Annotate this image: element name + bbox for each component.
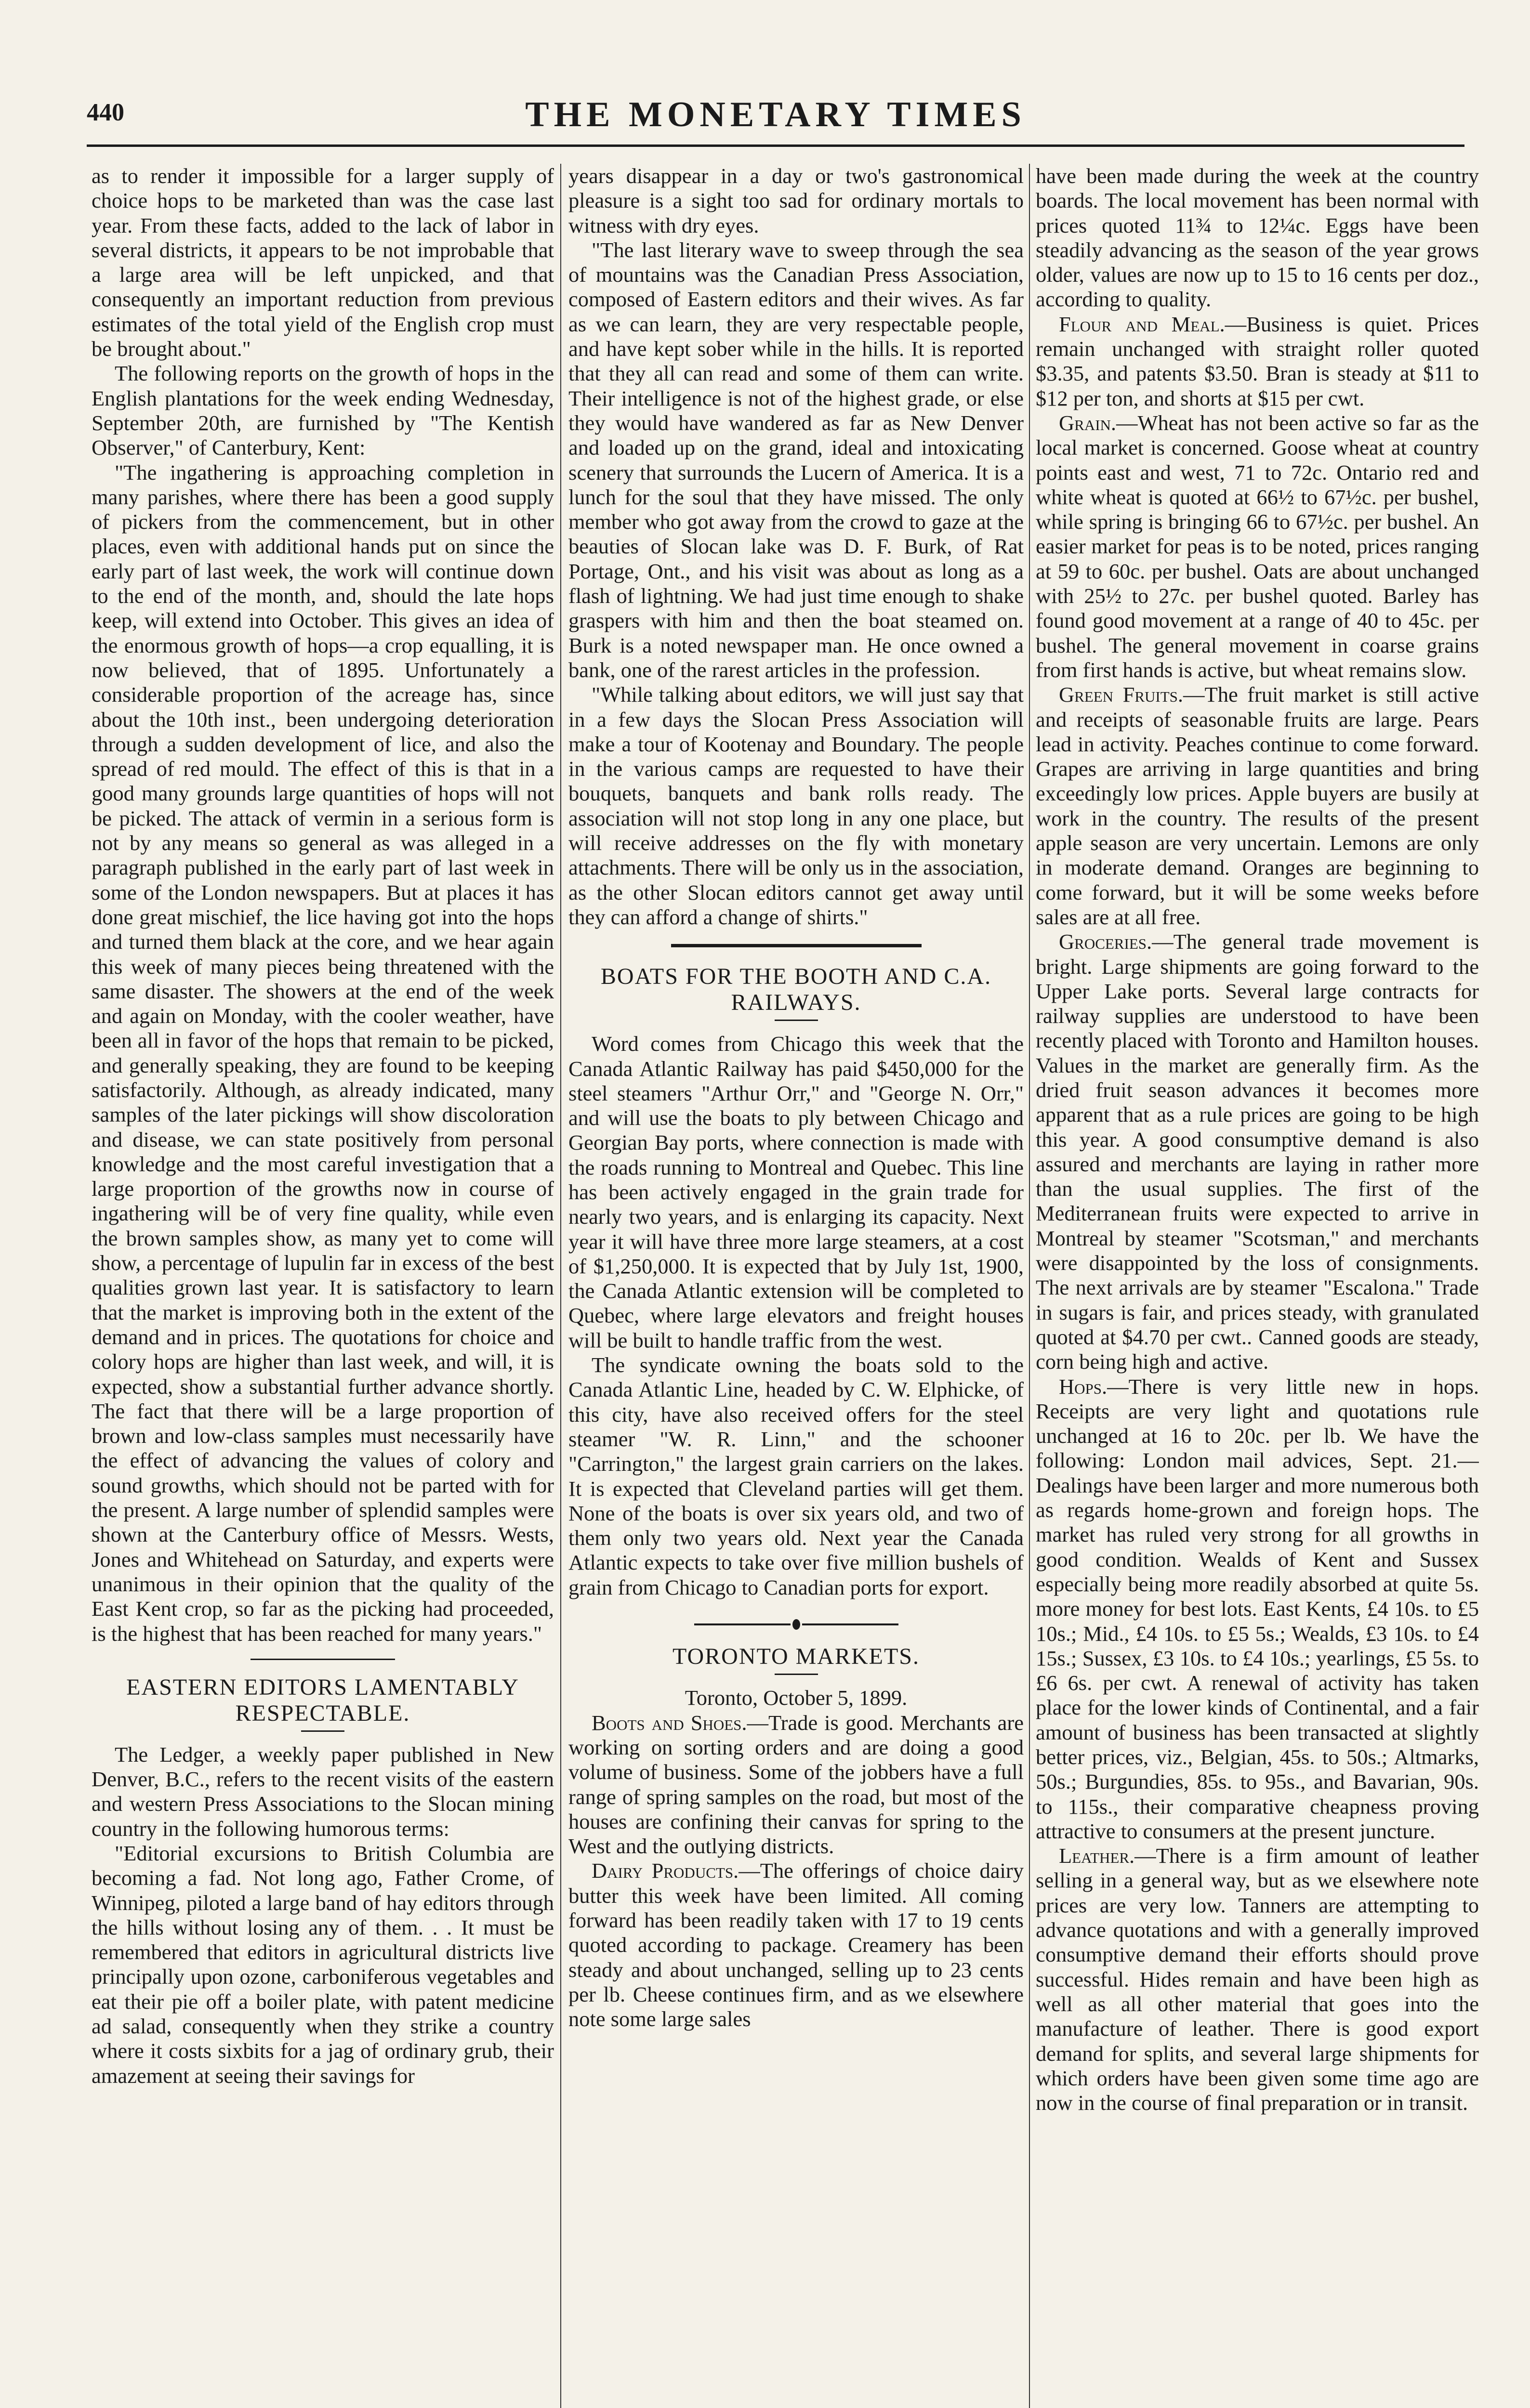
heading-rule (775, 1020, 818, 1021)
section-label: Dairy Products. (592, 1858, 739, 1883)
column-divider (560, 164, 561, 2408)
section-text: —Wheat has not been active so far as the local market is concerned. Goose wheat at country points east and west, 71 to 72c. Ontario red and white wheat is quoted at 66½ to 67½c. per bushel, while spring is bringing 66 to 67½c. per bushel. An easier market for peas is to be noted, prices ranging at 59 to 60c. per bushel. Oats are about unchanged with 25½ to 27c. per bushel quoted. Barley has found good movement at a range of 40 to 45c. per bushel. The general movement in coarse grains from first hands is active, but wheat remains slow. (1036, 410, 1479, 682)
section-rule (671, 944, 922, 947)
paragraph: "The ingathering is approaching completion in many parishes, where there has been a good supply of pickers from the commencement, but in other places, even with additional hands put on since the early part of last week, the work will continue down to the end of the month, and, should the late hops keep, will extend into October. This gives an idea of the enormous growth of hops—a crop equalling, it is now believed, that of 1895. Unfortunately a considerable proportion of the acreage has, since about the 10th inst., been undergoing deterioration through a sudden development of lice, and also the spread of red mould. The effect of this is that in a good many grounds large quantities of hops will not be picked. The attack of vermin in a serious form is not by any means so general as was alleged in a paragraph published in the early part of last week in some of the London newspapers. But at places it has done great mischief, the lice having got into the hops and turned them black at the core, and we hear again this week of many pieces being threatened with the same disaster. The showers at the end of the week and again on Monday, with the cooler weather, have been all in favor of the hops that remain to be picked, and generally speaking, they are found to be keeping satisfactorily. Although, as already indicated, many samples of the later pickings will show discoloration and disease, we can state positively from personal knowledge and the most careful investigation that a large proportion of the growths now in course of ingathering will be of very fine quality, while even the brown samples show, as many yet to come will show, a percentage of lupulin far in excess of the best qualities grown last year. It is satisfactory to learn that the market is improving both in the extent of the demand and in prices. The quotations for choice and colory hops are higher than last week, and will, it is expected, show a substantial further advance shortly. The fact that there will be a large proportion of brown and low-class samples must necessarily have the effect of advancing the values of colory and sound growths, which should not be parted with for the present. A large number of splendid samples were shown at the Canterbury office of Messrs. Wests, Jones and Whitehead on Saturday, and experts were unanimous in their opinion that the quality of the East Kent crop, so far as the picking had proceeded, is the highest that has been reached for many years." (92, 460, 554, 1646)
column-1 (92, 164, 554, 2408)
paragraph: "The last literary wave to sweep through the sea of mountains was the Canadian Press Association, composed of Eastern editors and their wives. As far as we can learn, they are very respectable people, and have kept sober while in the hills. It is reported that they all can read and some of them can write. Their intelligence is not of the highest grade, or else they would have wandered as far as New Denver and loaded up on the grand, ideal and intoxicating scenery that surrounds the Lucern of America. It is a lunch for the soul that they have missed. The only member who got away from the crowd to gaze at the beauties of Slocan lake was D. F. Burk, of Rat Portage, Ont., and his visit was about as long as a flash of lightning. We had just time enough to shake graspers with him and then the boat steamed on. Burk is a noted newspaper man. He once owned a bank, one of the rarest articles in the profession. (568, 237, 1024, 682)
paragraph: as to render it impossible for a larger supply of choice hops to be marketed than was the case last year. From these facts, added to the lack of labor in several districts, it appears to be not improbable that a large area will be left unpicked, and that consequently an important reduction from previous estimates of the total yield of the English crop must be brought about." (92, 164, 554, 361)
page-header (87, 94, 1464, 138)
section-label: Grain. (1059, 410, 1117, 435)
masthead: THE MONETARY TIMES (525, 95, 1026, 134)
paragraph: have been made during the week at the country boards. The local movement has been normal with prices quoted 11¾ to 12¼c. Eggs have been steadily advancing as the season of the year grows older, values are now up to 15 to 16 cents per doz., according to quality. (1036, 164, 1479, 312)
dateline: Toronto, October 5, 1899. (685, 1686, 908, 1710)
section-text: —Business is quiet. Prices remain unchanged with straight roller quoted $3.35, and patents $3.50. Bran is steady at $11 to $12 per ton, and shorts at $15 per cwt. (1036, 312, 1479, 410)
section-label: Green Fruits. (1059, 682, 1184, 707)
section-label: Groceries. (1059, 929, 1152, 954)
section-label: Leather. (1059, 1844, 1135, 1868)
market-section (1036, 312, 1479, 411)
column-divider (1029, 164, 1030, 2408)
section-text: —There is very little new in hops. Receipts are very light and quotations rule unchanged at 16 to 20c. per lb. We have the following: London mail advices, Sept. 21.—Dealings have been larger and more numerous both as regards home-grown and foreign hops. The market has ruled very strong for all growths in good condition. Wealds of Kent and Sussex especially being more readily absorbed at quite 5s. more money for best lots. East Kents, £4 10s. to £5 10s.; Mid., £4 10s. to £5 5s.; Wealds, £3 10s. to £4 15s.; Sussex, £3 10s. to £4 10s.; yearlings, £5 5s. to £6 6s. per cwt. A renewal of activity has taken place for the lower kinds of Continental, and a fair amount of business has been transacted at slightly better prices, viz., Belgian, 45s. to 50s.; Altmarks, 50s.; Burgundies, 85s. to 95s., and Bavarian, 90s. to 115s., their comparative cheapness proving attractive to consumers at the present juncture. (1036, 1374, 1479, 1843)
section-text: —The fruit market is still active and receipts of seasonable fruits are large. Pears lead in activity. Peaches continue to come forward. Grapes are arriving in large quantities and bring exceedingly low prices. Apple buyers are busily at work in the country. The results of the present apple season are very uncertain. Lemons are only in moderate demand. Oranges are beginning to come forward, but it will be some weeks before sales are at all free. (1036, 682, 1479, 929)
article-heading: TORONTO MARKETS. (673, 1644, 920, 1670)
page-number: 440 (87, 99, 124, 126)
section-rule (251, 1659, 395, 1660)
ornament-divider (568, 1610, 1024, 1635)
heading-rule (775, 1674, 818, 1675)
article-heading: BOATS FOR THE BOOTH AND C.A. RAILWAYS. (600, 964, 992, 1016)
section-label: Boots and Shoes. (592, 1710, 747, 1735)
section-text: —The offerings of choice dairy butter this week have been limited. All coming forward has been readily taken with 17 to 19 cents quoted according to package. Creamery has been steady and about unchanged, selling up to 23 cents per lb. Cheese continues firm, and as we elsewhere note some large sales (568, 1858, 1024, 2031)
paragraph: years disappear in a day or two's gastronomical pleasure is a sight too sad for ordinary mortals to witness with dry eyes. (568, 164, 1024, 237)
paragraph: "While talking about editors, we will just say that in a few days the Slocan Press Association will make a tour of Kootenay and Boundary. The people in the various camps are requested to have their bouquets, banquets and bank rolls ready. The association will not stop long in any one place, but will receive addresses on the fly with monetary attachments. There will be only us in the association, as the other Slocan editors cannot get away until they can afford a change of shirts." (568, 682, 1024, 929)
section-text: —The general trade movement is bright. Large shipments are going forward to the Upper Lake ports. Several large contracts for railway supplies are understood to have been recently placed with Toronto and Hamilton houses. Values in the market are generally firm. As the dried fruit season advances it becomes more apparent that as a rule prices are going to be high this year. A good consumptive demand is also assured and merchants are laying in rather more than the usual supplies. The first of the Mediterranean fruits were expected to arrive in Montreal by steamer "Scotsman," and merchants were disappointed by the loss of consignments. The next arrivals are by steamer "Escalona." Trade in sugars is fair, and prices steady, with granulated quoted at $4.70 per cwt.. Canned goods are steady, corn being high and active. (1036, 929, 1479, 1374)
market-section (568, 1858, 1024, 2031)
article-heading: EASTERN EDITORS LAMENTABLY RESPECTABLE. (126, 1674, 519, 1726)
market-section (1036, 929, 1479, 1374)
paragraph: "Editorial excursions to British Columbia are becoming a fad. Not long ago, Father Crome, of Winnipeg, piloted a large band of hay editors through the hills without losing any of them. . . It must be remembered that editors in agricultural districts live principally upon ozone, carboniferous vegetables and eat their pie off a boiler plate, with patent medicine ad salad, consequently when they strike a country where it costs sixbits for a jag of ordinary grub, their amazement at seeing their savings for (92, 1841, 554, 2088)
market-section (568, 1711, 1024, 1859)
paragraph: Word comes from Chicago this week that the Canada Atlantic Railway has paid $450,000 for the steel steamers "Arthur Orr," and "George N. Orr," and will use the boats to ply between Chicago and Georgian Bay ports, where connection is made with the roads running to Montreal and Quebec. This line has been actively engaged in the grain trade for nearly two years, and is enlarging its capacity. Next year it will have three more large steamers, at a cost of $1,250,000. It is expected that by July 1st, 1900, the Canada Atlantic extension will be completed to Quebec, where large elevators and freight houses will be built to handle traffic from the west. (568, 1032, 1024, 1352)
column-3 (1036, 164, 1479, 2408)
paragraph: The following reports on the growth of hops in the English plantations for the week ending Wednesday, September 20th, are furnished by "The Kentish Observer," of Canterbury, Kent: (92, 361, 554, 460)
market-section (1036, 1374, 1479, 1844)
section-label: Flour and Meal. (1059, 312, 1225, 336)
section-label: Hops. (1059, 1374, 1108, 1399)
paragraph: The Ledger, a weekly paper published in New Denver, B.C., refers to the recent visits of the eastern and western Press Associations to the Slocan mining country in the following humorous terms: (92, 1742, 554, 1841)
section-text: —Trade is good. Merchants are working on sorting orders and are doing a good volume of business. Some of the jobbers have a full range of spring samples on the road, but most of the houses are confining their canvas for spring to the West and the outlying districts. (568, 1710, 1024, 1858)
heading-rule (301, 1730, 344, 1732)
paragraph: The syndicate owning the boats sold to the Canada Atlantic Line, headed by C. W. Elphicke, of this city, have also received offers for the steel steamer "W. R. Linn," and the schooner "Carrington," the largest grain carriers on the lakes. It is expected that Cleveland parties will get them. None of the boats is over six years old, and two of them only two years old. Next year the Canada Atlantic expects to take over five million bushels of grain from Chicago to Canadian ports for export. (568, 1353, 1024, 1599)
market-section (1036, 1844, 1479, 2115)
column-2 (568, 164, 1024, 2408)
section-text: —There is a firm amount of leather selling in a general way, but as we elsewhere note prices are very low. Tanners are attempting to advance quotations and with a generally improved consumptive demand their efforts should prove successful. Hides remain and have been high as well as all other material that goes into the manufacture of leather. There is good export demand for splits, and several large shipments for which orders have been given some time ago are now in the course of final preparation or in transit. (1036, 1844, 1479, 2115)
market-section (1036, 682, 1479, 929)
market-section (1036, 411, 1479, 682)
header-rule (87, 144, 1464, 147)
